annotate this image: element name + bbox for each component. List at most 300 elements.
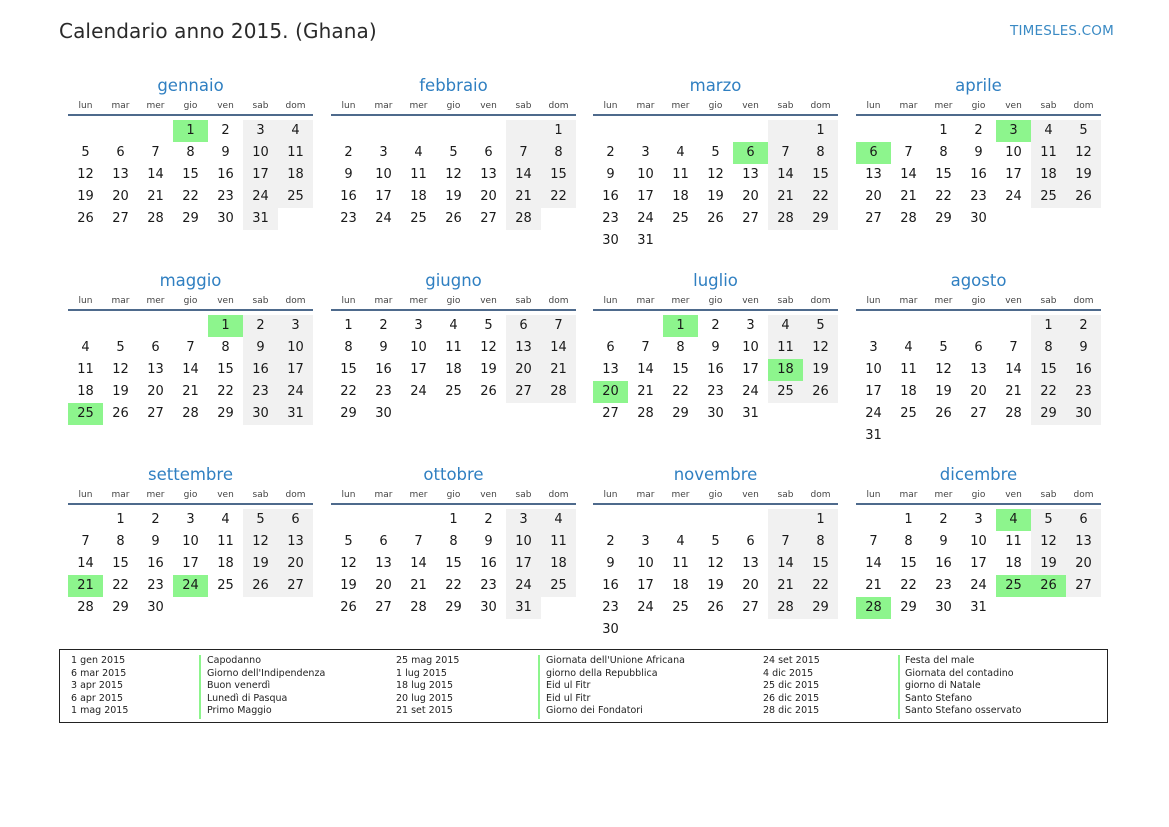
day-cell[interactable]: 17 xyxy=(637,189,654,204)
day-cell[interactable]: 10 xyxy=(287,340,304,355)
day-cell[interactable]: 25 xyxy=(672,211,689,226)
day-cell[interactable]: 16 xyxy=(340,189,357,204)
day-cell[interactable]: 23 xyxy=(602,600,619,615)
day-cell[interactable]: 12 xyxy=(445,167,462,182)
day-cell[interactable]: 25 xyxy=(445,384,462,399)
day-cell[interactable]: 25 xyxy=(777,384,794,399)
day-cell[interactable]: 22 xyxy=(550,189,567,204)
day-cell[interactable]: 18 xyxy=(77,384,94,399)
day-cell[interactable]: 6 xyxy=(116,145,125,160)
day-cell[interactable]: 31 xyxy=(865,428,882,443)
day-cell[interactable]: 15 xyxy=(672,362,689,377)
day-cell[interactable]: 24 xyxy=(410,384,427,399)
day-cell[interactable]: 21 xyxy=(777,578,794,593)
day-cell[interactable]: 10 xyxy=(1005,145,1022,160)
day-cell[interactable]: 22 xyxy=(672,384,689,399)
day-cell[interactable]: 21 xyxy=(515,189,532,204)
day-cell[interactable]: 3 xyxy=(641,534,650,549)
day-cell[interactable]: 2 xyxy=(974,123,983,138)
day-cell[interactable]: 12 xyxy=(707,556,724,571)
day-cell[interactable]: 19 xyxy=(445,189,462,204)
day-cell[interactable]: 25 xyxy=(410,211,427,226)
day-cell[interactable]: 11 xyxy=(777,340,794,355)
holiday-day-cell[interactable]: 18 xyxy=(768,359,803,381)
day-cell[interactable]: 20 xyxy=(287,556,304,571)
day-cell[interactable]: 30 xyxy=(970,211,987,226)
day-cell[interactable]: 27 xyxy=(742,600,759,615)
day-cell[interactable]: 5 xyxy=(711,534,720,549)
day-cell[interactable]: 4 xyxy=(414,145,423,160)
day-cell[interactable]: 19 xyxy=(112,384,129,399)
day-cell[interactable]: 28 xyxy=(77,600,94,615)
day-cell[interactable]: 22 xyxy=(112,578,129,593)
day-cell[interactable]: 9 xyxy=(256,340,265,355)
day-cell[interactable]: 29 xyxy=(1040,406,1057,421)
day-cell[interactable]: 26 xyxy=(340,600,357,615)
day-cell[interactable]: 16 xyxy=(147,556,164,571)
day-cell[interactable]: 28 xyxy=(900,211,917,226)
day-cell[interactable]: 24 xyxy=(970,578,987,593)
day-cell[interactable]: 28 xyxy=(410,600,427,615)
day-cell[interactable]: 4 xyxy=(221,512,230,527)
day-cell[interactable]: 26 xyxy=(707,600,724,615)
day-cell[interactable]: 3 xyxy=(869,340,878,355)
day-cell[interactable]: 12 xyxy=(340,556,357,571)
day-cell[interactable]: 5 xyxy=(81,145,90,160)
day-cell[interactable]: 11 xyxy=(77,362,94,377)
day-cell[interactable]: 10 xyxy=(515,534,532,549)
day-cell[interactable]: 4 xyxy=(676,145,685,160)
day-cell[interactable]: 15 xyxy=(1040,362,1057,377)
day-cell[interactable]: 16 xyxy=(217,167,234,182)
day-cell[interactable]: 15 xyxy=(445,556,462,571)
day-cell[interactable]: 23 xyxy=(252,384,269,399)
day-cell[interactable]: 5 xyxy=(939,340,948,355)
day-cell[interactable]: 5 xyxy=(256,512,265,527)
day-cell[interactable]: 18 xyxy=(1040,167,1057,182)
day-cell[interactable]: 6 xyxy=(484,145,493,160)
day-cell[interactable]: 3 xyxy=(186,512,195,527)
day-cell[interactable]: 18 xyxy=(1005,556,1022,571)
day-cell[interactable]: 13 xyxy=(970,362,987,377)
day-cell[interactable]: 8 xyxy=(1044,340,1053,355)
day-cell[interactable]: 2 xyxy=(484,512,493,527)
day-cell[interactable]: 3 xyxy=(414,318,423,333)
day-cell[interactable]: 27 xyxy=(515,384,532,399)
holiday-day-cell[interactable]: 26 xyxy=(1031,575,1066,597)
day-cell[interactable]: 14 xyxy=(900,167,917,182)
day-cell[interactable]: 8 xyxy=(116,534,125,549)
day-cell[interactable]: 28 xyxy=(515,211,532,226)
day-cell[interactable]: 28 xyxy=(777,211,794,226)
holiday-day-cell[interactable]: 28 xyxy=(856,597,891,619)
day-cell[interactable]: 15 xyxy=(550,167,567,182)
day-cell[interactable]: 12 xyxy=(1040,534,1057,549)
day-cell[interactable]: 11 xyxy=(410,167,427,182)
day-cell[interactable]: 29 xyxy=(812,600,829,615)
day-cell[interactable]: 16 xyxy=(1075,362,1092,377)
day-cell[interactable]: 9 xyxy=(379,340,388,355)
day-cell[interactable]: 26 xyxy=(252,578,269,593)
day-cell[interactable]: 9 xyxy=(1079,340,1088,355)
day-cell[interactable]: 11 xyxy=(550,534,567,549)
day-cell[interactable]: 26 xyxy=(480,384,497,399)
day-cell[interactable]: 4 xyxy=(676,534,685,549)
day-cell[interactable]: 18 xyxy=(550,556,567,571)
day-cell[interactable]: 19 xyxy=(1075,167,1092,182)
day-cell[interactable]: 9 xyxy=(606,556,615,571)
day-cell[interactable]: 11 xyxy=(217,534,234,549)
day-cell[interactable]: 18 xyxy=(287,167,304,182)
day-cell[interactable]: 9 xyxy=(151,534,160,549)
day-cell[interactable]: 22 xyxy=(935,189,952,204)
day-cell[interactable]: 13 xyxy=(865,167,882,182)
day-cell[interactable]: 11 xyxy=(445,340,462,355)
day-cell[interactable]: 26 xyxy=(77,211,94,226)
day-cell[interactable]: 2 xyxy=(379,318,388,333)
day-cell[interactable]: 5 xyxy=(344,534,353,549)
day-cell[interactable]: 20 xyxy=(147,384,164,399)
day-cell[interactable]: 25 xyxy=(900,406,917,421)
day-cell[interactable]: 14 xyxy=(777,167,794,182)
day-cell[interactable]: 28 xyxy=(182,406,199,421)
day-cell[interactable]: 3 xyxy=(256,123,265,138)
day-cell[interactable]: 17 xyxy=(865,384,882,399)
day-cell[interactable]: 31 xyxy=(742,406,759,421)
day-cell[interactable]: 29 xyxy=(112,600,129,615)
day-cell[interactable]: 8 xyxy=(816,145,825,160)
day-cell[interactable]: 19 xyxy=(812,362,829,377)
day-cell[interactable]: 6 xyxy=(291,512,300,527)
day-cell[interactable]: 25 xyxy=(1040,189,1057,204)
day-cell[interactable]: 13 xyxy=(112,167,129,182)
day-cell[interactable]: 30 xyxy=(147,600,164,615)
day-cell[interactable]: 4 xyxy=(1044,123,1053,138)
day-cell[interactable]: 1 xyxy=(449,512,458,527)
day-cell[interactable]: 26 xyxy=(112,406,129,421)
day-cell[interactable]: 26 xyxy=(1075,189,1092,204)
day-cell[interactable]: 17 xyxy=(637,578,654,593)
day-cell[interactable]: 11 xyxy=(900,362,917,377)
day-cell[interactable]: 2 xyxy=(939,512,948,527)
holiday-day-cell[interactable]: 1 xyxy=(663,315,698,337)
day-cell[interactable]: 16 xyxy=(602,578,619,593)
day-cell[interactable]: 20 xyxy=(865,189,882,204)
day-cell[interactable]: 15 xyxy=(935,167,952,182)
day-cell[interactable]: 31 xyxy=(252,211,269,226)
day-cell[interactable]: 27 xyxy=(112,211,129,226)
day-cell[interactable]: 8 xyxy=(554,145,563,160)
day-cell[interactable]: 17 xyxy=(375,189,392,204)
day-cell[interactable]: 22 xyxy=(182,189,199,204)
day-cell[interactable]: 4 xyxy=(81,340,90,355)
day-cell[interactable]: 28 xyxy=(637,406,654,421)
day-cell[interactable]: 25 xyxy=(672,600,689,615)
day-cell[interactable]: 8 xyxy=(904,534,913,549)
day-cell[interactable]: 15 xyxy=(340,362,357,377)
day-cell[interactable]: 21 xyxy=(550,362,567,377)
day-cell[interactable]: 7 xyxy=(781,145,790,160)
day-cell[interactable]: 6 xyxy=(151,340,160,355)
day-cell[interactable]: 26 xyxy=(707,211,724,226)
day-cell[interactable]: 10 xyxy=(742,340,759,355)
day-cell[interactable]: 6 xyxy=(379,534,388,549)
day-cell[interactable]: 29 xyxy=(217,406,234,421)
day-cell[interactable]: 31 xyxy=(287,406,304,421)
day-cell[interactable]: 21 xyxy=(410,578,427,593)
day-cell[interactable]: 17 xyxy=(252,167,269,182)
day-cell[interactable]: 23 xyxy=(340,211,357,226)
day-cell[interactable]: 14 xyxy=(182,362,199,377)
day-cell[interactable]: 11 xyxy=(1005,534,1022,549)
day-cell[interactable]: 5 xyxy=(484,318,493,333)
day-cell[interactable]: 5 xyxy=(1044,512,1053,527)
day-cell[interactable]: 14 xyxy=(550,340,567,355)
day-cell[interactable]: 23 xyxy=(217,189,234,204)
day-cell[interactable]: 2 xyxy=(1079,318,1088,333)
day-cell[interactable]: 19 xyxy=(77,189,94,204)
day-cell[interactable]: 28 xyxy=(147,211,164,226)
day-cell[interactable]: 20 xyxy=(742,189,759,204)
day-cell[interactable]: 7 xyxy=(519,145,528,160)
day-cell[interactable]: 3 xyxy=(379,145,388,160)
holiday-day-cell[interactable]: 6 xyxy=(856,142,891,164)
day-cell[interactable]: 17 xyxy=(1005,167,1022,182)
day-cell[interactable]: 19 xyxy=(480,362,497,377)
day-cell[interactable]: 2 xyxy=(256,318,265,333)
day-cell[interactable]: 15 xyxy=(182,167,199,182)
day-cell[interactable]: 8 xyxy=(939,145,948,160)
day-cell[interactable]: 26 xyxy=(812,384,829,399)
day-cell[interactable]: 23 xyxy=(1075,384,1092,399)
day-cell[interactable]: 10 xyxy=(375,167,392,182)
day-cell[interactable]: 19 xyxy=(340,578,357,593)
day-cell[interactable]: 8 xyxy=(449,534,458,549)
day-cell[interactable]: 9 xyxy=(939,534,948,549)
day-cell[interactable]: 21 xyxy=(865,578,882,593)
day-cell[interactable]: 22 xyxy=(445,578,462,593)
day-cell[interactable]: 5 xyxy=(116,340,125,355)
day-cell[interactable]: 24 xyxy=(287,384,304,399)
day-cell[interactable]: 27 xyxy=(742,211,759,226)
day-cell[interactable]: 27 xyxy=(375,600,392,615)
day-cell[interactable]: 8 xyxy=(676,340,685,355)
day-cell[interactable]: 10 xyxy=(252,145,269,160)
day-cell[interactable]: 22 xyxy=(340,384,357,399)
day-cell[interactable]: 1 xyxy=(554,123,563,138)
day-cell[interactable]: 6 xyxy=(519,318,528,333)
day-cell[interactable]: 18 xyxy=(217,556,234,571)
day-cell[interactable]: 3 xyxy=(291,318,300,333)
day-cell[interactable]: 16 xyxy=(970,167,987,182)
day-cell[interactable]: 17 xyxy=(970,556,987,571)
day-cell[interactable]: 27 xyxy=(287,578,304,593)
day-cell[interactable]: 19 xyxy=(707,189,724,204)
day-cell[interactable]: 30 xyxy=(1075,406,1092,421)
day-cell[interactable]: 29 xyxy=(812,211,829,226)
day-cell[interactable]: 18 xyxy=(445,362,462,377)
day-cell[interactable]: 6 xyxy=(606,340,615,355)
day-cell[interactable]: 4 xyxy=(291,123,300,138)
day-cell[interactable]: 5 xyxy=(816,318,825,333)
day-cell[interactable]: 16 xyxy=(935,556,952,571)
day-cell[interactable]: 20 xyxy=(112,189,129,204)
day-cell[interactable]: 31 xyxy=(637,233,654,248)
day-cell[interactable]: 18 xyxy=(672,189,689,204)
day-cell[interactable]: 27 xyxy=(147,406,164,421)
day-cell[interactable]: 21 xyxy=(147,189,164,204)
day-cell[interactable]: 27 xyxy=(1075,578,1092,593)
day-cell[interactable]: 14 xyxy=(77,556,94,571)
holiday-day-cell[interactable]: 25 xyxy=(68,403,103,425)
day-cell[interactable]: 3 xyxy=(641,145,650,160)
day-cell[interactable]: 12 xyxy=(707,167,724,182)
day-cell[interactable]: 4 xyxy=(781,318,790,333)
day-cell[interactable]: 22 xyxy=(812,578,829,593)
day-cell[interactable]: 20 xyxy=(1075,556,1092,571)
day-cell[interactable]: 5 xyxy=(1079,123,1088,138)
day-cell[interactable]: 3 xyxy=(746,318,755,333)
day-cell[interactable]: 13 xyxy=(375,556,392,571)
day-cell[interactable]: 14 xyxy=(147,167,164,182)
day-cell[interactable]: 14 xyxy=(777,556,794,571)
day-cell[interactable]: 20 xyxy=(480,189,497,204)
day-cell[interactable]: 15 xyxy=(112,556,129,571)
day-cell[interactable]: 11 xyxy=(672,167,689,182)
day-cell[interactable]: 16 xyxy=(480,556,497,571)
day-cell[interactable]: 12 xyxy=(812,340,829,355)
day-cell[interactable]: 24 xyxy=(865,406,882,421)
day-cell[interactable]: 29 xyxy=(182,211,199,226)
day-cell[interactable]: 15 xyxy=(217,362,234,377)
day-cell[interactable]: 13 xyxy=(602,362,619,377)
day-cell[interactable]: 24 xyxy=(1005,189,1022,204)
day-cell[interactable]: 11 xyxy=(287,145,304,160)
holiday-day-cell[interactable]: 21 xyxy=(68,575,103,597)
day-cell[interactable]: 23 xyxy=(602,211,619,226)
day-cell[interactable]: 10 xyxy=(410,340,427,355)
day-cell[interactable]: 30 xyxy=(375,406,392,421)
day-cell[interactable]: 14 xyxy=(410,556,427,571)
day-cell[interactable]: 28 xyxy=(1005,406,1022,421)
day-cell[interactable]: 22 xyxy=(217,384,234,399)
day-cell[interactable]: 20 xyxy=(742,578,759,593)
day-cell[interactable]: 7 xyxy=(414,534,423,549)
day-cell[interactable]: 19 xyxy=(1040,556,1057,571)
day-cell[interactable]: 1 xyxy=(1044,318,1053,333)
day-cell[interactable]: 9 xyxy=(711,340,720,355)
day-cell[interactable]: 6 xyxy=(746,534,755,549)
day-cell[interactable]: 13 xyxy=(1075,534,1092,549)
day-cell[interactable]: 23 xyxy=(480,578,497,593)
day-cell[interactable]: 12 xyxy=(480,340,497,355)
day-cell[interactable]: 6 xyxy=(974,340,983,355)
day-cell[interactable]: 30 xyxy=(217,211,234,226)
day-cell[interactable]: 16 xyxy=(375,362,392,377)
day-cell[interactable]: 24 xyxy=(742,384,759,399)
day-cell[interactable]: 6 xyxy=(1079,512,1088,527)
day-cell[interactable]: 27 xyxy=(602,406,619,421)
day-cell[interactable]: 1 xyxy=(904,512,913,527)
day-cell[interactable]: 5 xyxy=(711,145,720,160)
day-cell[interactable]: 12 xyxy=(1075,145,1092,160)
day-cell[interactable]: 13 xyxy=(480,167,497,182)
day-cell[interactable]: 11 xyxy=(1040,145,1057,160)
day-cell[interactable]: 18 xyxy=(410,189,427,204)
day-cell[interactable]: 17 xyxy=(742,362,759,377)
day-cell[interactable]: 21 xyxy=(637,384,654,399)
day-cell[interactable]: 10 xyxy=(637,556,654,571)
day-cell[interactable]: 9 xyxy=(221,145,230,160)
day-cell[interactable]: 1 xyxy=(344,318,353,333)
day-cell[interactable]: 1 xyxy=(816,123,825,138)
day-cell[interactable]: 31 xyxy=(515,600,532,615)
day-cell[interactable]: 20 xyxy=(515,362,532,377)
day-cell[interactable]: 29 xyxy=(672,406,689,421)
day-cell[interactable]: 8 xyxy=(221,340,230,355)
day-cell[interactable]: 2 xyxy=(344,145,353,160)
day-cell[interactable]: 15 xyxy=(812,556,829,571)
day-cell[interactable]: 10 xyxy=(865,362,882,377)
day-cell[interactable]: 25 xyxy=(550,578,567,593)
day-cell[interactable]: 26 xyxy=(445,211,462,226)
day-cell[interactable]: 4 xyxy=(449,318,458,333)
day-cell[interactable]: 20 xyxy=(375,578,392,593)
day-cell[interactable]: 17 xyxy=(287,362,304,377)
day-cell[interactable]: 7 xyxy=(641,340,650,355)
day-cell[interactable]: 30 xyxy=(602,233,619,248)
day-cell[interactable]: 24 xyxy=(515,578,532,593)
day-cell[interactable]: 30 xyxy=(252,406,269,421)
day-cell[interactable]: 29 xyxy=(935,211,952,226)
day-cell[interactable]: 2 xyxy=(151,512,160,527)
day-cell[interactable]: 25 xyxy=(217,578,234,593)
day-cell[interactable]: 7 xyxy=(904,145,913,160)
day-cell[interactable]: 27 xyxy=(970,406,987,421)
day-cell[interactable]: 17 xyxy=(182,556,199,571)
day-cell[interactable]: 24 xyxy=(637,211,654,226)
day-cell[interactable]: 12 xyxy=(935,362,952,377)
day-cell[interactable]: 19 xyxy=(252,556,269,571)
day-cell[interactable]: 9 xyxy=(344,167,353,182)
day-cell[interactable]: 21 xyxy=(777,189,794,204)
day-cell[interactable]: 28 xyxy=(777,600,794,615)
day-cell[interactable]: 20 xyxy=(970,384,987,399)
day-cell[interactable]: 13 xyxy=(147,362,164,377)
holiday-day-cell[interactable]: 24 xyxy=(173,575,208,597)
day-cell[interactable]: 18 xyxy=(900,384,917,399)
day-cell[interactable]: 22 xyxy=(900,578,917,593)
day-cell[interactable]: 23 xyxy=(147,578,164,593)
day-cell[interactable]: 22 xyxy=(812,189,829,204)
day-cell[interactable]: 7 xyxy=(151,145,160,160)
day-cell[interactable]: 26 xyxy=(935,406,952,421)
day-cell[interactable]: 1 xyxy=(116,512,125,527)
day-cell[interactable]: 30 xyxy=(935,600,952,615)
holiday-day-cell[interactable]: 1 xyxy=(208,315,243,337)
day-cell[interactable]: 16 xyxy=(707,362,724,377)
day-cell[interactable]: 1 xyxy=(939,123,948,138)
day-cell[interactable]: 2 xyxy=(711,318,720,333)
day-cell[interactable]: 3 xyxy=(519,512,528,527)
day-cell[interactable]: 30 xyxy=(707,406,724,421)
day-cell[interactable]: 2 xyxy=(606,534,615,549)
day-cell[interactable]: 23 xyxy=(375,384,392,399)
day-cell[interactable]: 28 xyxy=(550,384,567,399)
day-cell[interactable]: 21 xyxy=(1005,384,1022,399)
day-cell[interactable]: 13 xyxy=(515,340,532,355)
day-cell[interactable]: 19 xyxy=(707,578,724,593)
